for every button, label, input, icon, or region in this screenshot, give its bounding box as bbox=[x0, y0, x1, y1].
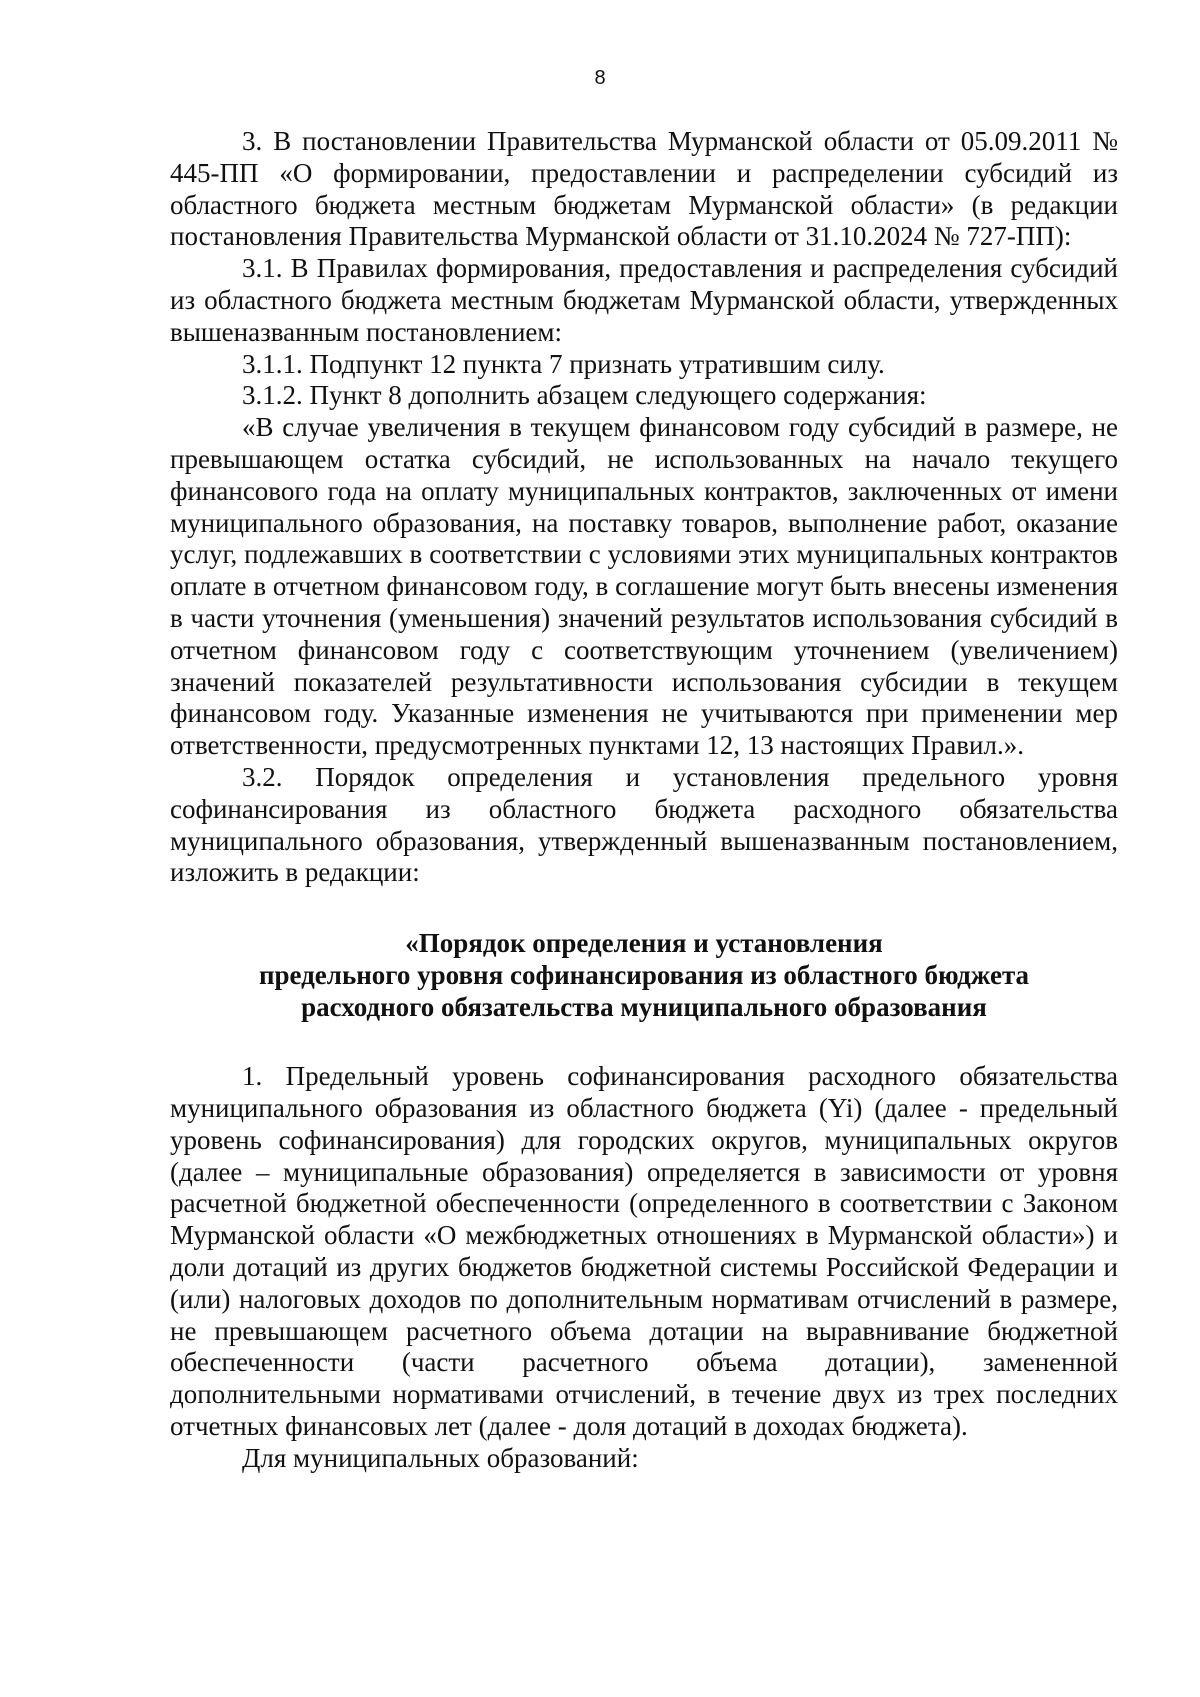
paragraph-3-1-2: 3.1.2. Пункт 8 дополнить абзацем следующего содержания: bbox=[242, 380, 927, 411]
heading-line-1: «Порядок определения и установления bbox=[405, 928, 883, 959]
paragraph-3: 3. В постановлении Правительства Мурманской области от 05.09.2011 № 445-ПП «О формировании, предоставлении и распределении субсидий из областного бюджета местным бюджетам Мурманской области» (в редакции постановления Правительства Мурманской области от 31.10.2024 № 727-ПП): bbox=[170, 126, 1118, 252]
heading-line-2: предельного уровня софинансирования из областного бюджета bbox=[258, 960, 1030, 991]
page-number: 8 bbox=[594, 67, 606, 89]
paragraph-3-1-1: 3.1.1. Подпункт 12 пункта 7 признать утратившим силу. bbox=[242, 348, 885, 379]
quoted-amendment: «В случае увеличения в текущем финансовом году субсидий в размере, не превышающем остатка субсидий, не использованных на начало текущего финансового года на оплату муниципальных контрактов, заключенных от имени муниципального образования, на поставку товаров, выполнение работ, оказание услуг, подлежавших в соответствии с условиями этих муниципальных контрактов оплате в отчетном финансовом году, в соглашение могут быть внесены изменения в части уточнения (уменьшения) значений результатов использования субсидий в отчетном финансовом году с соответствующим уточнением (увеличением) значений показателей результативности использования субсидии в текущем финансовом году. Указанные изменения не учитываются при применении мер ответственности, предусмотренных пунктами 12, 13 настоящих Правил.». bbox=[170, 412, 1118, 761]
document-body bbox=[170, 126, 1118, 1474]
paragraph-1: 1. Предельный уровень софинансирования расходного обязательства муниципального образования из областного бюджета (Yi) (далее - предельный уровень софинансирования) для городских округов, муниципальных округов (далее – муниципальные образования) определяется в зависимости от уровня расчетной бюджетной обеспеченности (определенного в соответствии с Законом Мурманской области «О межбюджетных отношениях в Мурманской области») и доли дотаций из других бюджетов бюджетной системы Российской Федерации и (или) налоговых доходов по дополнительным нормативам отчислений в размере, не превышающем расчетного объема дотации на выравнивание бюджетной обеспеченности (части расчетного объема дотации), замененной дополнительными нормативами отчислений, в течение двух из трех последних отчетных финансовых лет (далее - доля дотаций в доходах бюджета). bbox=[170, 1061, 1118, 1441]
paragraph-3-2: 3.2. Порядок определения и установления предельного уровня софинансирования из областного бюджета расходного обязательства муниципального образования, утвержденный вышеназванным постановлением, изложить в редакции: bbox=[170, 761, 1118, 888]
section-heading bbox=[170, 927, 1118, 1023]
paragraph-3-1: 3.1. В Правилах формирования, предоставления и распределения субсидий из областного бюджета местным бюджетам Мурманской области, утвержденных вышеназванным постановлением: bbox=[170, 253, 1118, 347]
paragraph-for-municipalities: Для муниципальных образований: bbox=[242, 1442, 639, 1473]
heading-line-3: расходного обязательства муниципального образования bbox=[301, 992, 987, 1023]
